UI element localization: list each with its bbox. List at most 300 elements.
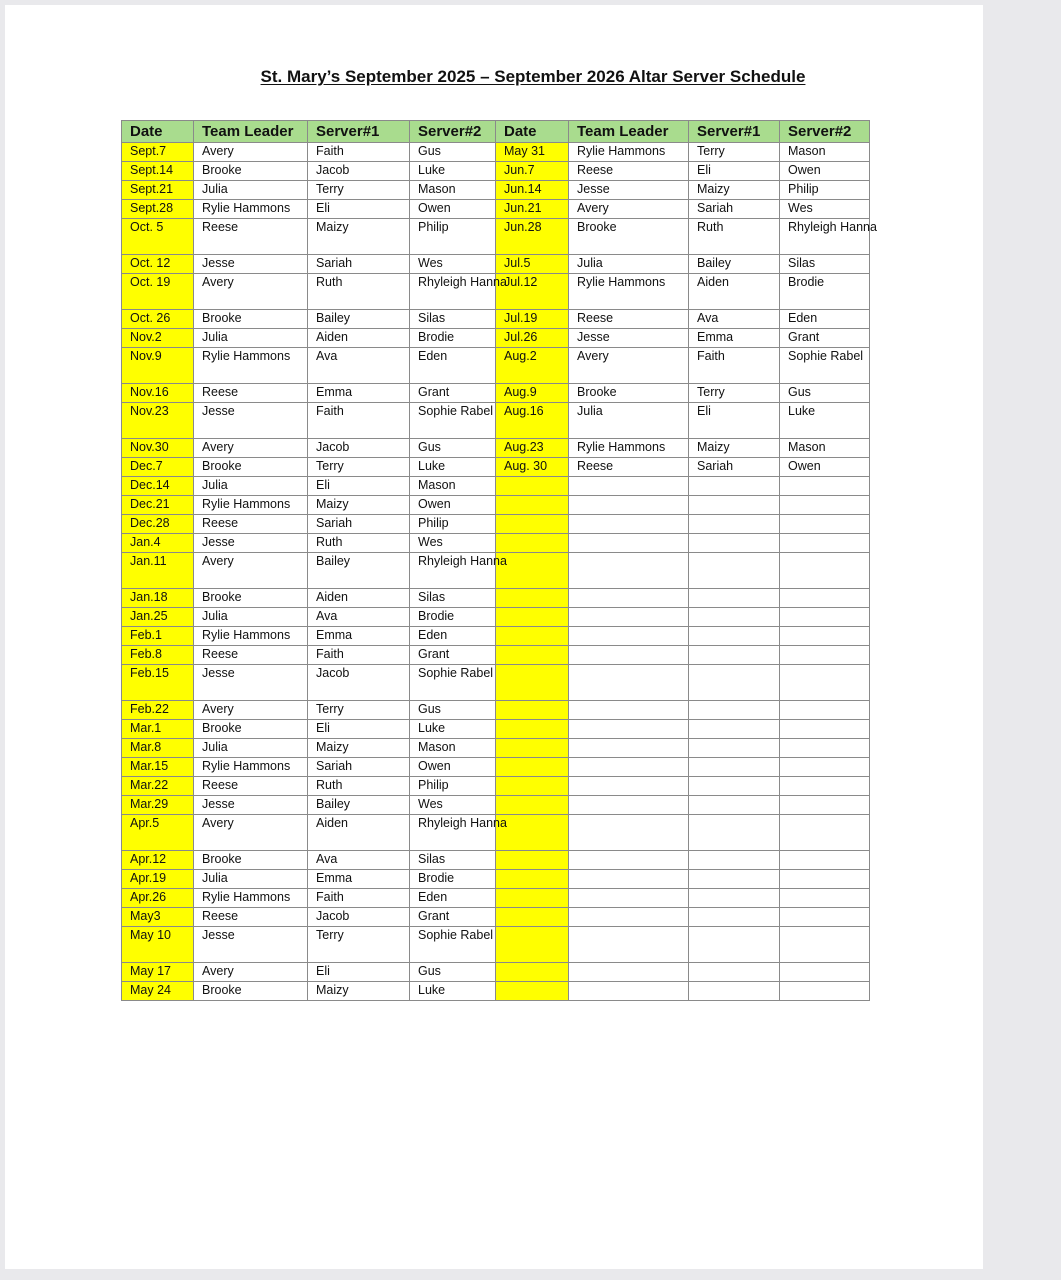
team-leader-cell: Jesse [194,665,308,701]
server2-cell: Luke [780,403,870,439]
team-leader-cell: Julia [194,870,308,889]
date-cell: Aug.23 [496,439,569,458]
team-leader-cell: Rylie Hammons [569,143,689,162]
server2-cell [780,496,870,515]
team-leader-cell: Jesse [194,403,308,439]
server2-cell: Gus [410,963,496,982]
team-leader-cell: Rylie Hammons [194,758,308,777]
date-cell [496,739,569,758]
server1-cell: Emma [308,627,410,646]
server2-cell: Silas [780,255,870,274]
date-cell: Nov.30 [122,439,194,458]
server2-cell: Philip [410,219,496,255]
server1-cell: Terry [689,143,780,162]
date-cell [496,646,569,665]
team-leader-cell: Julia [194,608,308,627]
server2-cell: Philip [780,181,870,200]
server1-cell: Eli [308,720,410,739]
date-cell [496,477,569,496]
server2-cell: Eden [780,310,870,329]
header-team-leader-right: Team Leader [569,121,689,143]
date-cell [496,796,569,815]
date-cell: Nov.2 [122,329,194,348]
team-leader-cell: Avery [194,815,308,851]
date-cell: Feb.15 [122,665,194,701]
team-leader-cell: Avery [194,701,308,720]
team-leader-cell: Jesse [194,796,308,815]
server1-cell [689,608,780,627]
server1-cell: Jacob [308,908,410,927]
team-leader-cell: Julia [569,403,689,439]
server2-cell: Gus [410,701,496,720]
date-cell [496,889,569,908]
date-cell: Jan.25 [122,608,194,627]
server2-cell: Luke [410,982,496,1001]
server2-cell: Grant [410,908,496,927]
date-cell: Aug. 30 [496,458,569,477]
server2-cell [780,534,870,553]
server2-cell [780,963,870,982]
team-leader-cell: Julia [194,181,308,200]
server1-cell: Terry [308,458,410,477]
date-cell: Mar.8 [122,739,194,758]
team-leader-cell: Jesse [194,255,308,274]
team-leader-cell: Brooke [194,720,308,739]
date-cell [496,608,569,627]
server1-cell [689,851,780,870]
team-leader-cell [569,927,689,963]
server1-cell [689,720,780,739]
team-leader-cell: Brooke [569,219,689,255]
table-row [122,739,870,758]
server2-cell: Grant [410,646,496,665]
date-cell: Feb.22 [122,701,194,720]
team-leader-cell [569,665,689,701]
table-row [122,815,870,851]
server1-cell: Bailey [308,553,410,589]
server1-cell [689,515,780,534]
server1-cell: Aiden [308,589,410,608]
team-leader-cell: Avery [569,348,689,384]
date-cell: Jan.11 [122,553,194,589]
server1-cell: Bailey [689,255,780,274]
team-leader-cell: Rylie Hammons [194,889,308,908]
team-leader-cell: Reese [569,458,689,477]
date-cell [496,720,569,739]
team-leader-cell: Rylie Hammons [194,348,308,384]
team-leader-cell [569,589,689,608]
date-cell: Apr.12 [122,851,194,870]
server2-cell: Grant [410,384,496,403]
date-cell: Nov.23 [122,403,194,439]
team-leader-cell: Rylie Hammons [194,496,308,515]
team-leader-cell: Avery [194,553,308,589]
server1-cell [689,815,780,851]
server1-cell: Ruth [308,777,410,796]
server2-cell: Gus [780,384,870,403]
team-leader-cell [569,796,689,815]
table-row [122,870,870,889]
date-cell: Apr.5 [122,815,194,851]
document-title: St. Mary’s September 2025 – September 2026 Altar Server Schedule [260,67,806,86]
date-cell: Apr.26 [122,889,194,908]
server2-cell: Owen [410,496,496,515]
table-row [122,458,870,477]
team-leader-cell [569,553,689,589]
server2-cell [780,665,870,701]
header-server1-left: Server#1 [308,121,410,143]
header-date-left: Date [122,121,194,143]
server2-cell: Silas [410,851,496,870]
table-row [122,403,870,439]
server2-cell: Wes [410,796,496,815]
team-leader-cell: Brooke [569,384,689,403]
team-leader-cell: Julia [194,329,308,348]
server1-cell: Faith [308,889,410,908]
server1-cell [689,477,780,496]
table-row [122,255,870,274]
server2-cell [780,815,870,851]
table-row [122,627,870,646]
server1-cell: Maizy [308,982,410,1001]
server2-cell: Sophie Rabel [410,665,496,701]
table-row [122,589,870,608]
team-leader-cell [569,496,689,515]
server2-cell [780,870,870,889]
team-leader-cell: Reese [569,162,689,181]
date-cell: Apr.19 [122,870,194,889]
server2-cell: Owen [410,200,496,219]
server2-cell: Rhyleigh Hanna [780,219,870,255]
server1-cell: Sariah [308,515,410,534]
date-cell: May 10 [122,927,194,963]
server1-cell [689,963,780,982]
server1-cell: Emma [308,384,410,403]
team-leader-cell: Reese [194,384,308,403]
table-row [122,348,870,384]
server1-cell: Jacob [308,665,410,701]
server1-cell: Ava [308,348,410,384]
date-cell [496,496,569,515]
server1-cell [689,665,780,701]
server1-cell: Terry [308,701,410,720]
team-leader-cell: Reese [194,908,308,927]
date-cell: Nov.16 [122,384,194,403]
server1-cell [689,701,780,720]
table-row [122,143,870,162]
date-cell: Mar.22 [122,777,194,796]
table-row [122,777,870,796]
team-leader-cell: Brooke [194,162,308,181]
date-cell: May 24 [122,982,194,1001]
server2-cell: Mason [410,477,496,496]
server2-cell: Brodie [410,329,496,348]
server2-cell [780,758,870,777]
date-cell: May3 [122,908,194,927]
server2-cell: Gus [410,439,496,458]
team-leader-cell: Rylie Hammons [569,274,689,310]
table-row [122,553,870,589]
date-cell [496,982,569,1001]
server2-cell: Owen [780,458,870,477]
server1-cell: Terry [308,181,410,200]
date-cell: Jul.19 [496,310,569,329]
date-cell [496,758,569,777]
server2-cell: Sophie Rabel [410,403,496,439]
server1-cell: Terry [689,384,780,403]
server1-cell: Maizy [308,496,410,515]
server2-cell: Philip [410,777,496,796]
table-row [122,646,870,665]
date-cell: Jun.21 [496,200,569,219]
server1-cell [689,758,780,777]
server1-cell [689,927,780,963]
server1-cell: Sariah [689,200,780,219]
team-leader-cell: Julia [194,739,308,758]
date-cell [496,870,569,889]
server2-cell: Brodie [410,870,496,889]
server1-cell: Bailey [308,796,410,815]
server1-cell: Ava [308,608,410,627]
server2-cell: Mason [780,439,870,458]
date-cell [496,927,569,963]
server1-cell: Eli [689,162,780,181]
table-row [122,963,870,982]
server2-cell: Wes [410,534,496,553]
team-leader-cell [569,646,689,665]
table-row [122,162,870,181]
date-cell: Oct. 19 [122,274,194,310]
table-row [122,927,870,963]
date-cell [496,665,569,701]
server2-cell: Silas [410,310,496,329]
table-row [122,889,870,908]
date-cell [496,534,569,553]
server2-cell [780,720,870,739]
server1-cell: Sariah [308,255,410,274]
server2-cell: Mason [410,181,496,200]
server2-cell [780,553,870,589]
server2-cell: Luke [410,458,496,477]
server1-cell: Jacob [308,439,410,458]
team-leader-cell: Brooke [194,982,308,1001]
server1-cell: Maizy [689,439,780,458]
server2-cell [780,851,870,870]
server1-cell: Eli [308,963,410,982]
server1-cell [689,889,780,908]
table-row [122,200,870,219]
server1-cell [689,534,780,553]
team-leader-cell [569,908,689,927]
table-row [122,384,870,403]
team-leader-cell: Brooke [194,589,308,608]
date-cell: Oct. 26 [122,310,194,329]
team-leader-cell [569,608,689,627]
schedule-table [121,120,877,1001]
server2-cell [780,777,870,796]
header-row [122,121,870,143]
date-cell: Sept.28 [122,200,194,219]
team-leader-cell [569,889,689,908]
team-leader-cell: Avery [194,274,308,310]
date-cell [496,627,569,646]
server2-cell [780,589,870,608]
schedule-body [122,143,877,1001]
date-cell: Aug.2 [496,348,569,384]
date-cell: Jun.28 [496,219,569,255]
server2-cell: Sophie Rabel [780,348,870,384]
team-leader-cell: Avery [194,143,308,162]
date-cell [496,851,569,870]
team-leader-cell: Jesse [569,181,689,200]
server2-cell: Grant [780,329,870,348]
server2-cell: Luke [410,162,496,181]
date-cell [496,515,569,534]
server2-cell: Mason [410,739,496,758]
table-row [122,515,870,534]
team-leader-cell [569,515,689,534]
server1-cell [689,553,780,589]
table-row [122,534,870,553]
date-cell: Jun.7 [496,162,569,181]
table-row [122,720,870,739]
server1-cell: Sariah [689,458,780,477]
server2-cell: Wes [780,200,870,219]
document-page [5,5,983,1269]
team-leader-cell [569,963,689,982]
table-row [122,982,870,1001]
team-leader-cell [569,739,689,758]
server1-cell: Jacob [308,162,410,181]
team-leader-cell: Avery [569,200,689,219]
date-cell [496,963,569,982]
server2-cell [780,796,870,815]
date-cell: Dec.21 [122,496,194,515]
server1-cell: Ruth [689,219,780,255]
server1-cell: Aiden [308,329,410,348]
header-server2-left: Server#2 [410,121,496,143]
server1-cell [689,589,780,608]
server2-cell [780,739,870,758]
team-leader-cell [569,534,689,553]
table-row [122,796,870,815]
server2-cell: Sophie Rabel [410,927,496,963]
team-leader-cell: Reese [194,646,308,665]
server1-cell: Ruth [308,274,410,310]
header-team-leader-left: Team Leader [194,121,308,143]
server1-cell: Faith [689,348,780,384]
team-leader-cell: Julia [194,477,308,496]
team-leader-cell: Brooke [194,458,308,477]
team-leader-cell: Reese [194,515,308,534]
server1-cell: Aiden [689,274,780,310]
server1-cell: Eli [308,200,410,219]
server1-cell [689,908,780,927]
table-row [122,181,870,200]
team-leader-cell [569,815,689,851]
date-cell: Jun.14 [496,181,569,200]
table-row [122,608,870,627]
team-leader-cell: Julia [569,255,689,274]
table-row [122,310,870,329]
table-row [122,701,870,720]
date-cell: Jul.26 [496,329,569,348]
date-cell [496,777,569,796]
table-row [122,219,870,255]
server1-cell: Faith [308,143,410,162]
date-cell: Feb.1 [122,627,194,646]
server1-cell: Sariah [308,758,410,777]
server2-cell [780,889,870,908]
server2-cell: Mason [780,143,870,162]
team-leader-cell: Rylie Hammons [194,200,308,219]
team-leader-cell [569,701,689,720]
table-row [122,665,870,701]
server2-cell [780,701,870,720]
team-leader-cell: Jesse [194,534,308,553]
server2-cell: Eden [410,889,496,908]
table-row [122,274,870,310]
server1-cell [689,496,780,515]
date-cell: Mar.15 [122,758,194,777]
team-leader-cell: Brooke [194,851,308,870]
server2-cell: Silas [410,589,496,608]
server1-cell: Maizy [689,181,780,200]
date-cell: Jul.5 [496,255,569,274]
date-cell: Dec.14 [122,477,194,496]
server1-cell: Faith [308,646,410,665]
header-server1-right: Server#1 [689,121,780,143]
server2-cell [780,908,870,927]
table-row [122,851,870,870]
server1-cell: Bailey [308,310,410,329]
server1-cell: Aiden [308,815,410,851]
date-cell: Aug.9 [496,384,569,403]
date-cell: Feb.8 [122,646,194,665]
date-cell [496,589,569,608]
date-cell: Mar.1 [122,720,194,739]
team-leader-cell [569,720,689,739]
team-leader-cell: Avery [194,439,308,458]
table-row [122,496,870,515]
team-leader-cell: Jesse [569,329,689,348]
table-row [122,908,870,927]
server2-cell: Owen [410,758,496,777]
date-cell: Sept.14 [122,162,194,181]
team-leader-cell: Reese [569,310,689,329]
team-leader-cell: Avery [194,963,308,982]
date-cell: Aug.16 [496,403,569,439]
server1-cell [689,646,780,665]
team-leader-cell [569,870,689,889]
server1-cell: Emma [308,870,410,889]
date-cell: Nov.9 [122,348,194,384]
table-row [122,329,870,348]
server2-cell: Owen [780,162,870,181]
server2-cell [780,646,870,665]
header-date-right: Date [496,121,569,143]
server2-cell: Gus [410,143,496,162]
server2-cell [780,627,870,646]
team-leader-cell [569,627,689,646]
date-cell: Sept.7 [122,143,194,162]
server1-cell [689,739,780,758]
team-leader-cell [569,851,689,870]
date-cell [496,908,569,927]
server1-cell: Ruth [308,534,410,553]
date-cell: May 31 [496,143,569,162]
team-leader-cell [569,777,689,796]
